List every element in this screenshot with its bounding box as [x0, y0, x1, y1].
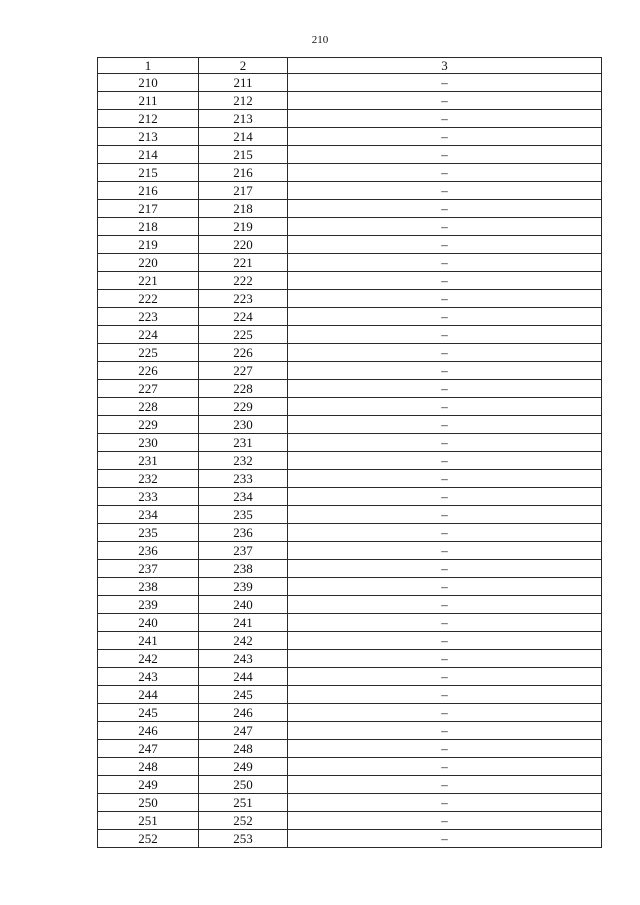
- table-cell: 223: [199, 290, 288, 308]
- table-cell: 251: [98, 812, 199, 830]
- table-cell: 226: [199, 344, 288, 362]
- table-cell: –: [288, 254, 602, 272]
- table-cell: 218: [98, 218, 199, 236]
- table-cell: 220: [98, 254, 199, 272]
- table-cell: –: [288, 722, 602, 740]
- table-cell: –: [288, 488, 602, 506]
- table-cell: 229: [199, 398, 288, 416]
- table-row: [98, 488, 602, 506]
- table-row: [98, 578, 602, 596]
- table-cell: 248: [199, 740, 288, 758]
- table-cell: 232: [98, 470, 199, 488]
- table-cell: –: [288, 452, 602, 470]
- table-cell: 244: [98, 686, 199, 704]
- table-cell: –: [288, 326, 602, 344]
- table-cell: 249: [98, 776, 199, 794]
- table-cell: 239: [199, 578, 288, 596]
- table-cell: 244: [199, 668, 288, 686]
- table-row: [98, 254, 602, 272]
- table-cell: 213: [199, 110, 288, 128]
- table-cell: 221: [98, 272, 199, 290]
- table-cell: 239: [98, 596, 199, 614]
- table-row: [98, 92, 602, 110]
- table-cell: 234: [98, 506, 199, 524]
- table-cell: –: [288, 506, 602, 524]
- table-cell: 240: [98, 614, 199, 632]
- table-cell: 211: [199, 74, 288, 92]
- data-table: [97, 57, 602, 848]
- table-row: [98, 596, 602, 614]
- table-row: [98, 668, 602, 686]
- column-header: 2: [199, 58, 288, 74]
- table-cell: –: [288, 614, 602, 632]
- table-row: [98, 146, 602, 164]
- table-row: [98, 290, 602, 308]
- table-row: [98, 326, 602, 344]
- table-cell: 253: [199, 830, 288, 848]
- table-cell: 243: [98, 668, 199, 686]
- table-row: [98, 722, 602, 740]
- table-cell: 224: [98, 326, 199, 344]
- table-header: [98, 58, 602, 74]
- table-row: [98, 524, 602, 542]
- table-cell: –: [288, 344, 602, 362]
- table-cell: 237: [98, 560, 199, 578]
- table-cell: 228: [199, 380, 288, 398]
- table-cell: 214: [199, 128, 288, 146]
- table-cell: 240: [199, 596, 288, 614]
- table-cell: 245: [199, 686, 288, 704]
- table-cell: 233: [199, 470, 288, 488]
- table-cell: 238: [199, 560, 288, 578]
- table-cell: –: [288, 236, 602, 254]
- table-cell: 231: [199, 434, 288, 452]
- table-row: [98, 542, 602, 560]
- table-cell: 248: [98, 758, 199, 776]
- table-row: [98, 704, 602, 722]
- table-cell: 213: [98, 128, 199, 146]
- table-cell: –: [288, 596, 602, 614]
- table-cell: 245: [98, 704, 199, 722]
- table-cell: 252: [199, 812, 288, 830]
- table-cell: 219: [199, 218, 288, 236]
- table-cell: 243: [199, 650, 288, 668]
- table-cell: 223: [98, 308, 199, 326]
- table-cell: 215: [199, 146, 288, 164]
- table-cell: –: [288, 758, 602, 776]
- table-cell: 227: [199, 362, 288, 380]
- table-cell: 250: [199, 776, 288, 794]
- table-cell: –: [288, 650, 602, 668]
- table-cell: 229: [98, 416, 199, 434]
- table-row: [98, 398, 602, 416]
- table-cell: 218: [199, 200, 288, 218]
- table-cell: –: [288, 272, 602, 290]
- table-row: [98, 182, 602, 200]
- table-cell: 225: [199, 326, 288, 344]
- table-cell: 214: [98, 146, 199, 164]
- table-row: [98, 308, 602, 326]
- table-cell: 219: [98, 236, 199, 254]
- table-cell: –: [288, 128, 602, 146]
- table-cell: –: [288, 380, 602, 398]
- table-cell: 230: [98, 434, 199, 452]
- table-cell: 241: [199, 614, 288, 632]
- table-cell: –: [288, 542, 602, 560]
- table-row: [98, 434, 602, 452]
- table-cell: 235: [98, 524, 199, 542]
- table-cell: –: [288, 290, 602, 308]
- table-cell: 225: [98, 344, 199, 362]
- table-cell: –: [288, 110, 602, 128]
- table-cell: 210: [98, 74, 199, 92]
- table-cell: –: [288, 218, 602, 236]
- table-cell: 217: [199, 182, 288, 200]
- table-row: [98, 416, 602, 434]
- table-row: [98, 380, 602, 398]
- table-row: [98, 344, 602, 362]
- table-cell: 216: [199, 164, 288, 182]
- table-row: [98, 614, 602, 632]
- table-cell: 227: [98, 380, 199, 398]
- table-row: [98, 128, 602, 146]
- table-cell: 246: [98, 722, 199, 740]
- table-row: [98, 794, 602, 812]
- table-cell: –: [288, 398, 602, 416]
- table-row: [98, 74, 602, 92]
- table-cell: 217: [98, 200, 199, 218]
- table-body: [98, 74, 602, 848]
- table-cell: 212: [199, 92, 288, 110]
- table-row: [98, 758, 602, 776]
- table-cell: 220: [199, 236, 288, 254]
- table-cell: 249: [199, 758, 288, 776]
- table-cell: –: [288, 794, 602, 812]
- table-row: [98, 110, 602, 128]
- table-row: [98, 776, 602, 794]
- table-cell: 216: [98, 182, 199, 200]
- table-cell: –: [288, 200, 602, 218]
- column-header: 3: [288, 58, 602, 74]
- table-row: [98, 362, 602, 380]
- table-row: [98, 452, 602, 470]
- table-cell: 247: [199, 722, 288, 740]
- table-cell: –: [288, 668, 602, 686]
- table-cell: 235: [199, 506, 288, 524]
- table-cell: 211: [98, 92, 199, 110]
- table-cell: –: [288, 416, 602, 434]
- table-cell: 222: [98, 290, 199, 308]
- table-cell: –: [288, 686, 602, 704]
- table-row: [98, 200, 602, 218]
- table-cell: 236: [199, 524, 288, 542]
- table-cell: 252: [98, 830, 199, 848]
- table-cell: 238: [98, 578, 199, 596]
- table-cell: 234: [199, 488, 288, 506]
- table-row: [98, 272, 602, 290]
- table-cell: –: [288, 704, 602, 722]
- table-cell: 222: [199, 272, 288, 290]
- table-cell: –: [288, 182, 602, 200]
- table-cell: 250: [98, 794, 199, 812]
- table-cell: –: [288, 74, 602, 92]
- table-cell: –: [288, 776, 602, 794]
- table-cell: 237: [199, 542, 288, 560]
- table-cell: –: [288, 740, 602, 758]
- table-cell: 212: [98, 110, 199, 128]
- table-row: [98, 470, 602, 488]
- table-cell: 224: [199, 308, 288, 326]
- table-cell: 221: [199, 254, 288, 272]
- table-cell: 246: [199, 704, 288, 722]
- table-cell: 247: [98, 740, 199, 758]
- table-cell: –: [288, 146, 602, 164]
- table-cell: 226: [98, 362, 199, 380]
- table-cell: 230: [199, 416, 288, 434]
- table-cell: –: [288, 92, 602, 110]
- page-number: 210: [311, 34, 329, 46]
- table-cell: –: [288, 470, 602, 488]
- table-cell: –: [288, 812, 602, 830]
- table-row: [98, 218, 602, 236]
- table-cell: –: [288, 632, 602, 650]
- table-header-row: [98, 58, 602, 74]
- table-row: [98, 560, 602, 578]
- table-cell: 233: [98, 488, 199, 506]
- table-cell: –: [288, 308, 602, 326]
- table-row: [98, 812, 602, 830]
- table-cell: –: [288, 362, 602, 380]
- table-row: [98, 650, 602, 668]
- table-cell: –: [288, 830, 602, 848]
- table-row: [98, 830, 602, 848]
- table-cell: 215: [98, 164, 199, 182]
- table-cell: 231: [98, 452, 199, 470]
- table-cell: –: [288, 434, 602, 452]
- table-row: [98, 236, 602, 254]
- table-cell: –: [288, 164, 602, 182]
- table-cell: –: [288, 560, 602, 578]
- table-cell: 236: [98, 542, 199, 560]
- table-cell: 228: [98, 398, 199, 416]
- table-cell: 242: [199, 632, 288, 650]
- table-cell: 242: [98, 650, 199, 668]
- table-row: [98, 686, 602, 704]
- table-row: [98, 506, 602, 524]
- table-row: [98, 632, 602, 650]
- table-cell: –: [288, 524, 602, 542]
- table-cell: 241: [98, 632, 199, 650]
- table-row: [98, 740, 602, 758]
- column-header: 1: [98, 58, 199, 74]
- table-cell: –: [288, 578, 602, 596]
- table-cell: 251: [199, 794, 288, 812]
- table-cell: 232: [199, 452, 288, 470]
- table-row: [98, 164, 602, 182]
